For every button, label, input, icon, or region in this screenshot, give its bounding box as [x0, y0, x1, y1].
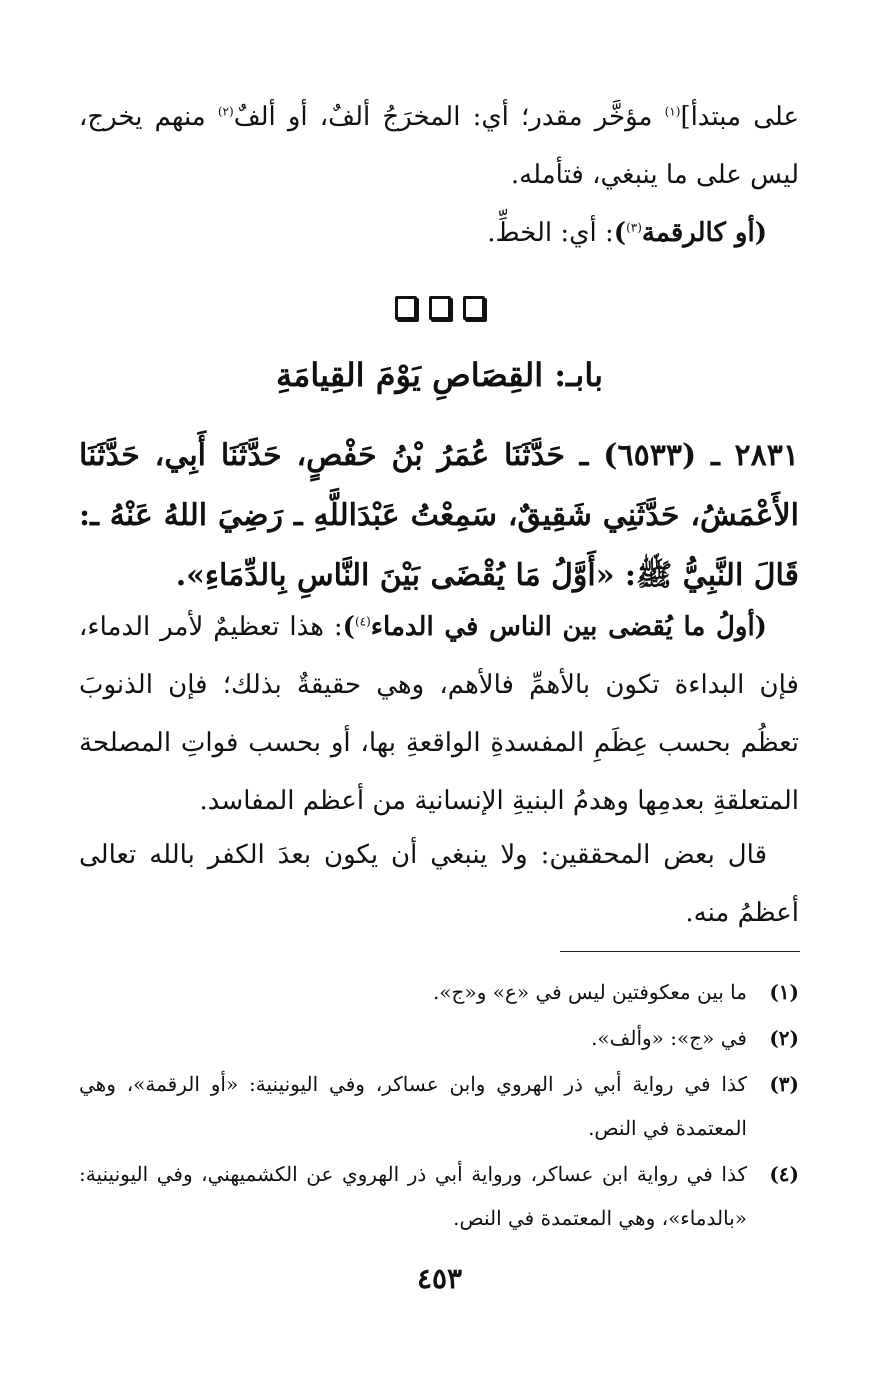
commentary-paragraph-2: قال بعض المحققين: ولا ينبغي أن يكون بعدَ الكفر بالله تعالى أعظمُ منه.	[79, 840, 799, 928]
footnote	[79, 970, 799, 1014]
ornament-box-icon	[395, 296, 417, 320]
footnotes	[79, 970, 799, 1242]
footnote-text: كذا في رواية ابن عساكر، ورواية أبي ذر الهروي عن الكشميهني، وفي اليونينية: «بالدماء»، وهي المعتمدة في النص.	[79, 1162, 747, 1230]
page-number: ٤٥٣	[416, 1262, 463, 1295]
footnote-ref-3: (٣)	[626, 220, 642, 235]
commentary-body: : هذا تعظيمٌ لأمر الدماء، فإن البداءة تكون بالأهمِّ فالأهم، وهي حقيقةٌ بذلك؛ فإن الذنوبَ تعظُم بحسب عِظَمِ المفسدةِ الواقعةِ بها، أو بحسب فواتِ المصلحة المتعلقةِ بعدمِها وهدمُ البنيةِ الإنسانية من أعظم المفاسد.	[79, 612, 799, 816]
footnote-number: (٢)	[769, 1026, 799, 1050]
footnote	[79, 1016, 799, 1060]
footnote-number: (٤)	[769, 1162, 799, 1186]
commentary-paragraph	[79, 598, 799, 830]
footnote	[79, 1152, 799, 1240]
footnote-ref-1: (١)	[664, 104, 681, 119]
text-run: منهم يخرج، ليس على ما ينبغي، فتأمله.	[79, 102, 799, 190]
section-divider	[0, 296, 879, 324]
ornament-box-icon	[429, 296, 451, 320]
text-run: مؤخَّر مقدر؛ أي: المخرَجُ ألفٌ، أو ألفٌ	[233, 102, 665, 132]
footnote-ref-2: (٢)	[217, 104, 234, 119]
footnote-number: (١)	[769, 980, 799, 1004]
footnote-text: في «ج»: «وألف».	[591, 1026, 747, 1050]
lemma: (أو كالرقمة	[641, 218, 767, 248]
chapter-title: بابـ: القِصَاصِ يَوْمَ القِيامَةِ	[276, 356, 603, 394]
footnote	[79, 1062, 799, 1150]
text-run: على مبتدأ]	[680, 102, 799, 132]
footnote-text: كذا في رواية أبي ذر الهروي وابن عساكر، وفي اليونينية: «أو الرقمة»، وهي المعتمدة في النص.	[79, 1072, 747, 1140]
lemma: (أولُ ما يُقضى بين الناس في الدماء	[370, 612, 767, 642]
footnote-number: (٣)	[769, 1072, 799, 1096]
continued-commentary	[79, 88, 799, 204]
gloss: : أي: الخطِّ.	[487, 218, 614, 248]
raqma-gloss	[79, 204, 799, 262]
hadith-text: ٢٨٣١ ـ (٦٥٣٣) ـ حَدَّثَنَا عُمَرُ بْنُ حَفْصٍ، حَدَّثَنَا أَبِي، حَدَّثَنَا الأَعْمَشُ، حَدَّثَنِي شَقِيقٌ، سَمِعْتُ عَبْدَاللَّهِ ـ رَضِيَ اللهُ عَنْهُ ـ: قَالَ النَّبِيُّ ﷺ: «أَوَّلُ مَا يُقْضَى بَيْنَ النَّاسِ بِالدِّمَاءِ».	[79, 438, 799, 593]
footnote-text: ما بين معكوفتين ليس في «ع» و«ج».	[432, 980, 747, 1004]
lemma-close: )	[342, 612, 355, 642]
footnote-ref-4: (٤)	[354, 614, 371, 629]
lemma-close: )	[613, 218, 627, 248]
footnote-separator	[560, 951, 800, 952]
ornament-box-icon	[463, 296, 485, 320]
